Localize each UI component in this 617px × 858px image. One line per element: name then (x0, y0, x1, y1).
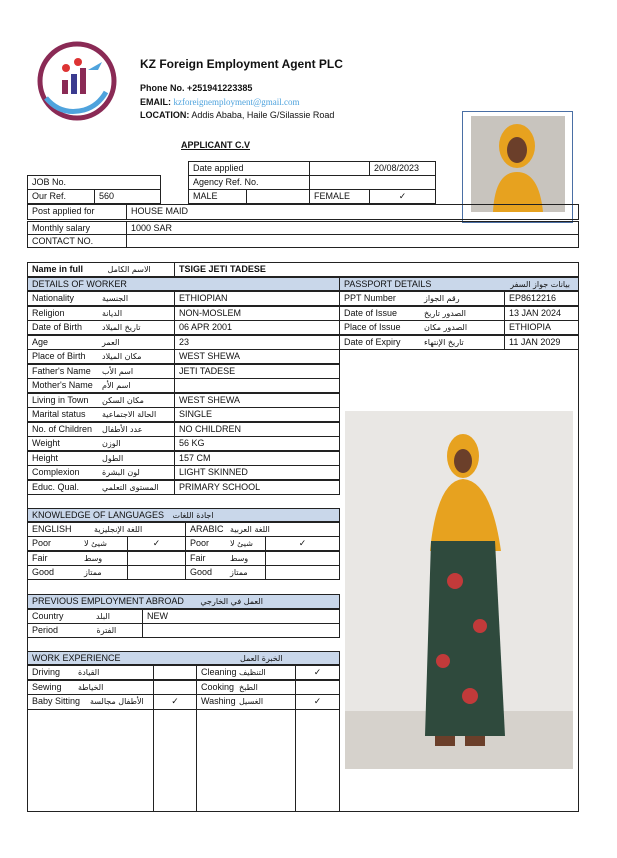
period-label-cell (27, 623, 143, 638)
work-header-label: WORK EXPERIENCE (32, 653, 121, 663)
detail-label-cell (27, 422, 175, 437)
lang-en-tick (127, 551, 186, 566)
detail-label: Age (32, 336, 49, 347)
female-tick: ✓ (369, 189, 436, 204)
detail-label-cell (27, 364, 175, 379)
name-label: Name in full (32, 264, 84, 274)
company-email (140, 97, 300, 107)
lang-ar-level (185, 536, 266, 551)
contact-label: CONTACT NO. (27, 234, 127, 248)
company-location (140, 110, 334, 120)
work-left-tick (153, 680, 197, 695)
detail-label-cell (27, 480, 175, 495)
detail-value (174, 378, 340, 393)
lang-en-level (27, 536, 128, 551)
lang-level-label: Fair (32, 552, 48, 563)
passport-header-label: PASSPORT DETAILS (344, 279, 432, 289)
detail-label-ar: العمر (102, 337, 120, 347)
work-skill-ar: الأطفال مجالسة (90, 697, 144, 706)
location-label: LOCATION: (140, 110, 190, 120)
detail-value: NO CHILDREN (174, 422, 340, 437)
detail-value: 23 (174, 335, 340, 350)
detail-label-ar: المستوى التعلمي (102, 482, 159, 492)
passport-label: Date of Expiry (344, 336, 401, 347)
arabic-label-ar: اللغة العربية (230, 525, 270, 534)
work-col-line-3 (295, 708, 296, 812)
female-label: FEMALE (309, 189, 370, 204)
detail-label: Father's Name (32, 365, 91, 376)
detail-label-cell (27, 335, 175, 350)
passport-label-cell (339, 335, 505, 350)
date-applied-value: 20/08/2023 (369, 161, 436, 176)
name-value: TSIGE JETI TADESE (174, 262, 579, 277)
period-label-ar: الفترة (96, 626, 117, 635)
passport-label-ar: رقم الجواز (424, 294, 460, 303)
passport-value: 13 JAN 2024 (504, 306, 579, 321)
detail-label-cell (27, 407, 175, 422)
work-right-tick: ✓ (295, 665, 340, 680)
detail-label: Living in Town (32, 394, 89, 405)
work-skill-ar: القيادة (78, 668, 100, 677)
detail-label-ar: اسم الأب (102, 366, 134, 376)
detail-value: JETI TADESE (174, 364, 340, 379)
detail-label-ar: الحالة الاجتماعية (102, 410, 157, 419)
work-left-label (27, 680, 154, 695)
work-col-line-1 (153, 708, 154, 812)
lang-en-tick: ✓ (127, 536, 186, 551)
country-label-cell (27, 609, 143, 624)
post-value: HOUSE MAID (126, 204, 579, 220)
lang-ar-tick (265, 551, 340, 566)
detail-label: Complexion (32, 467, 80, 477)
agency-ref-label: Agency Ref. No. (188, 175, 310, 190)
passport-label: PPT Number (344, 293, 396, 303)
work-skill: Cooking (201, 681, 235, 692)
work-right-label (196, 665, 296, 680)
work-left-label (27, 694, 154, 710)
lang-level-ar: وسط (84, 553, 103, 563)
company-logo (36, 40, 118, 122)
detail-value: NON-MOSLEM (174, 306, 340, 321)
detail-label-ar: الجنسية (102, 294, 129, 303)
lang-en-level (27, 551, 128, 566)
lang-ar-tick: ✓ (265, 536, 340, 551)
work-left-tick: ✓ (153, 694, 197, 710)
detail-label: Weight (32, 438, 60, 448)
detail-label-ar: عدد الأطفال (102, 424, 143, 434)
passport-header (339, 277, 579, 291)
work-left-label (27, 665, 154, 680)
detail-value: 56 KG (174, 436, 340, 451)
detail-label-ar: اسم الأم (102, 381, 131, 390)
detail-value: PRIMARY SCHOOL (174, 480, 340, 495)
lang-level-ar: ممتاز (84, 568, 102, 577)
agency-ref-empty (309, 175, 436, 190)
detail-label: Date of Birth (32, 322, 83, 332)
detail-label-ar: الوزن (102, 439, 121, 448)
male-tick (246, 189, 310, 204)
email-label: EMAIL: (140, 97, 171, 107)
languages-header-label: KNOWLEDGE OF LANGUAGES (32, 510, 165, 520)
english-label: ENGLISH (32, 524, 72, 534)
detail-label-cell (27, 436, 175, 451)
work-right-label (196, 694, 296, 710)
lang-ar-level (185, 551, 266, 566)
detail-label: Height (32, 452, 59, 463)
email-value[interactable]: kzforeignemployment@gmail.com (173, 97, 300, 107)
date-applied-empty (309, 161, 370, 176)
phone-value: +251941223385 (187, 83, 253, 93)
country-label: Country (32, 611, 64, 621)
lang-level-ar: وسط (230, 553, 249, 563)
work-skill: Sewing (32, 681, 62, 692)
detail-label: Nationality (32, 293, 75, 303)
passport-label-ar: تاريخ الإنتهاء (424, 337, 464, 347)
lang-level-ar: شيئ لا (84, 539, 107, 548)
detail-value: LIGHT SKINNED (174, 465, 340, 480)
our-ref-label: Our Ref. (27, 189, 95, 204)
phone-label: Phone No. (140, 83, 185, 93)
passport-label-cell (339, 291, 505, 306)
lang-en-tick (127, 565, 186, 580)
passport-value: 11 JAN 2029 (504, 335, 579, 350)
detail-label-ar: لون البشرة (102, 468, 140, 477)
work-skill: Driving (32, 667, 61, 677)
job-no-label: JOB No. (27, 175, 161, 190)
detail-label: Mother's Name (32, 380, 93, 390)
prev-employment-header (27, 594, 340, 609)
passport-header-ar: بيانات جواز السفر (510, 280, 570, 289)
work-skill-ar: الغسيل (239, 697, 264, 706)
work-skill: Baby Sitting (32, 696, 81, 706)
detail-label-ar: تاريخ الميلاد (102, 323, 141, 332)
detail-label-cell (27, 393, 175, 408)
work-skill: Washing (201, 696, 236, 706)
work-skill-ar: الخياطة (78, 682, 104, 692)
detail-label-ar: مكان السكن (102, 395, 144, 405)
passport-value: ETHIOPIA (504, 320, 579, 335)
work-left-tick (153, 665, 197, 680)
detail-label-cell (27, 451, 175, 466)
detail-label: Educ. Qual. (32, 481, 80, 492)
detail-label: Marital status (32, 409, 86, 419)
detail-label-ar: مكان الميلاد (102, 352, 142, 361)
page-title: APPLICANT C.V (181, 140, 251, 150)
detail-label-ar: الديانة (102, 308, 123, 318)
lang-level-label: Good (190, 567, 213, 577)
work-header (27, 651, 340, 665)
passport-label-ar: الصدور تاريخ (424, 308, 466, 318)
work-skill-ar: الطبخ (239, 682, 258, 692)
passport-value: EP8612216 (504, 291, 579, 306)
detail-label-cell (27, 465, 175, 480)
details-header: DETAILS OF WORKER (27, 277, 340, 291)
period-value (142, 623, 340, 638)
detail-label-ar: الطول (102, 453, 124, 463)
male-label: MALE (188, 189, 247, 204)
country-label-ar: البلد (96, 612, 110, 621)
date-applied-label: Date applied (188, 161, 310, 176)
detail-value: ETHIOPIAN (174, 291, 340, 306)
company-phone (140, 83, 252, 93)
english-label-ar: اللغة الإنجليزية (94, 525, 143, 534)
lang-ar-tick (265, 565, 340, 580)
our-ref-value: 560 (94, 189, 161, 204)
work-right-label (196, 680, 296, 695)
post-label: Post applied for (27, 204, 127, 220)
full-body-photo (345, 411, 573, 769)
name-label-cell (27, 262, 175, 277)
work-right-tick: ✓ (295, 694, 340, 710)
salary-value: 1000 SAR (126, 221, 579, 235)
passport-label: Place of Issue (344, 322, 401, 332)
detail-value: 06 APR 2001 (174, 320, 340, 335)
detail-value: WEST SHEWA (174, 393, 340, 408)
lang-en-level (27, 565, 128, 580)
passport-label: Date of Issue (344, 307, 398, 318)
lang-level-label: Fair (190, 552, 206, 563)
detail-label-cell (27, 291, 175, 306)
passport-label-ar: الصدور مكان (424, 323, 468, 332)
english-header (27, 522, 186, 537)
salary-label: Monthly salary (27, 221, 127, 235)
detail-value: 157 CM (174, 451, 340, 466)
lang-level-ar: ممتاز (230, 568, 248, 577)
detail-value: SINGLE (174, 407, 340, 422)
work-header-ar: الخبرة العمل (240, 654, 283, 663)
detail-label: No. of Children (32, 423, 93, 434)
country-value: NEW (142, 609, 340, 624)
lang-level-label: Poor (32, 538, 52, 548)
arabic-header (185, 522, 340, 537)
detail-label-cell (27, 306, 175, 321)
work-right-tick (295, 680, 340, 695)
detail-label: Religion (32, 307, 65, 318)
name-label-ar: الاسم الكامل (107, 265, 151, 274)
work-skill-ar: التنظيف (239, 668, 266, 677)
contact-value (126, 234, 579, 248)
lang-level-label: Good (32, 567, 55, 577)
work-col-line-2 (196, 708, 197, 812)
passport-label-cell (339, 320, 505, 335)
languages-header-ar: اجادة اللغات (172, 511, 214, 520)
detail-value: WEST SHEWA (174, 349, 340, 364)
lang-level-ar: شيئ لا (230, 539, 253, 548)
detail-label-cell (27, 320, 175, 335)
detail-label-cell (27, 378, 175, 393)
lang-ar-level (185, 565, 266, 580)
prev-employment-label: PREVIOUS EMPLOYMENT ABROAD (32, 596, 184, 606)
period-label: Period (32, 625, 59, 635)
lang-level-label: Poor (190, 538, 210, 548)
work-skill: Cleaning (201, 667, 237, 677)
prev-employment-ar: العمل في الخارجي (200, 597, 263, 606)
languages-header (27, 508, 340, 522)
detail-label-cell (27, 349, 175, 364)
work-col-line-4 (339, 665, 340, 812)
passport-label-cell (339, 306, 505, 321)
arabic-label: ARABIC (190, 524, 224, 534)
detail-label: Place of Birth (32, 351, 86, 361)
company-name: KZ Foreign Employment Agent PLC (140, 57, 343, 71)
location-value: Addis Ababa, Haile G/Silassie Road (191, 110, 335, 120)
